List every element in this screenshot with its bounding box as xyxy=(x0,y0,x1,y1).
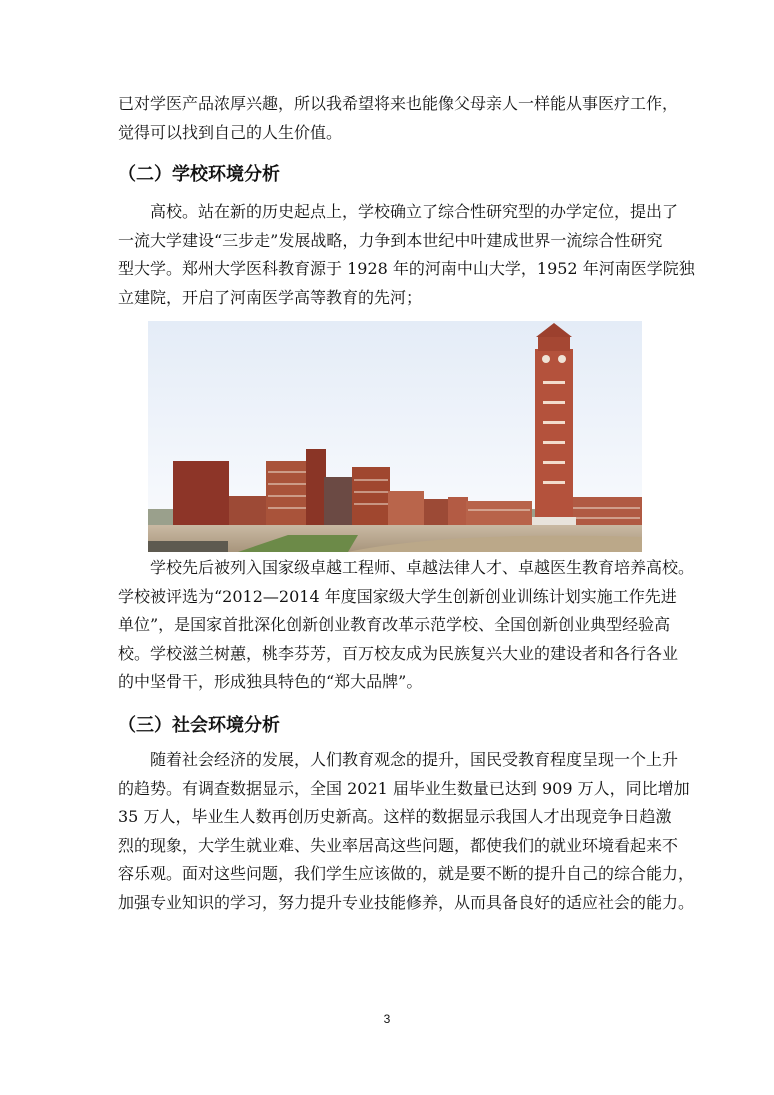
text-line: 加强专业知识的学习，努力提升专业技能修养，从而具备良好的适应社会的能力。 xyxy=(118,892,695,912)
text-line: 一流大学建设“三步走”发展战略，力争到本世纪中叶建成世界一流综合性研究 xyxy=(118,230,663,250)
text-line: 学校被评选为“2012—2014 年度国家级大学生创新创业训练计划实施工作先进 xyxy=(118,586,677,606)
society-paragraph xyxy=(118,746,695,918)
campus-photo xyxy=(148,321,642,552)
text-line: 35 万人，毕业生人数再创历史新高。这样的数据显示我国人才出现竞争日趋激 xyxy=(118,807,672,827)
text-line: 型大学。郑州大学医科教育源于 1928 年的河南中山大学，1952 年河南医学院独 xyxy=(118,259,695,279)
text-line: 高校。站在新的历史起点上，学校确立了综合性研究型的办学定位，提出了 xyxy=(118,202,679,221)
text-line: 立建院，开启了河南医学高等教育的先河； xyxy=(118,287,423,307)
text-line: 的中坚骨干，形成独具特色的“郑大品牌”。 xyxy=(118,672,423,692)
text-line: 烈的现象，大学生就业难、失业率居高这些问题，都使我们的就业环境看起来不 xyxy=(118,835,679,855)
text-line: 随着社会经济的发展，人们教育观念的提升，国民受教育程度呈现一个上升 xyxy=(118,750,679,769)
text-line: 已对学医产品浓厚兴趣，所以我希望将来也能像父母亲人一样能从事医疗工作， xyxy=(118,94,679,113)
school-honors-paragraph xyxy=(118,554,695,697)
text-line: 校。学校滋兰树蕙，桃李芬芳，百万校友成为民族复兴大业的建设者和各行各业 xyxy=(118,643,679,663)
page-number: 3 xyxy=(383,1012,391,1026)
text-line: 觉得可以找到自己的人生价值。 xyxy=(118,122,343,142)
text-line: 的趋势。有调查数据显示，全国 2021 届毕业生数量已达到 909 万人，同比增加 xyxy=(118,778,690,798)
intro-paragraph xyxy=(118,90,679,147)
text-line: 学校先后被列入国家级卓越工程师、卓越法律人才、卓越医生教育培养高校。 xyxy=(118,558,695,577)
text-line: 容乐观。面对这些问题，我们学生应该做的，就是要不断的提升自己的综合能力， xyxy=(118,864,695,884)
section-heading-school: （二）学校环境分析 xyxy=(118,164,280,185)
text-line: 单位”，是国家首批深化创新创业教育改革示范学校、全国创新创业典型经验高 xyxy=(118,615,671,635)
school-paragraph xyxy=(118,198,695,312)
section-heading-society: （三）社会环境分析 xyxy=(118,715,280,736)
